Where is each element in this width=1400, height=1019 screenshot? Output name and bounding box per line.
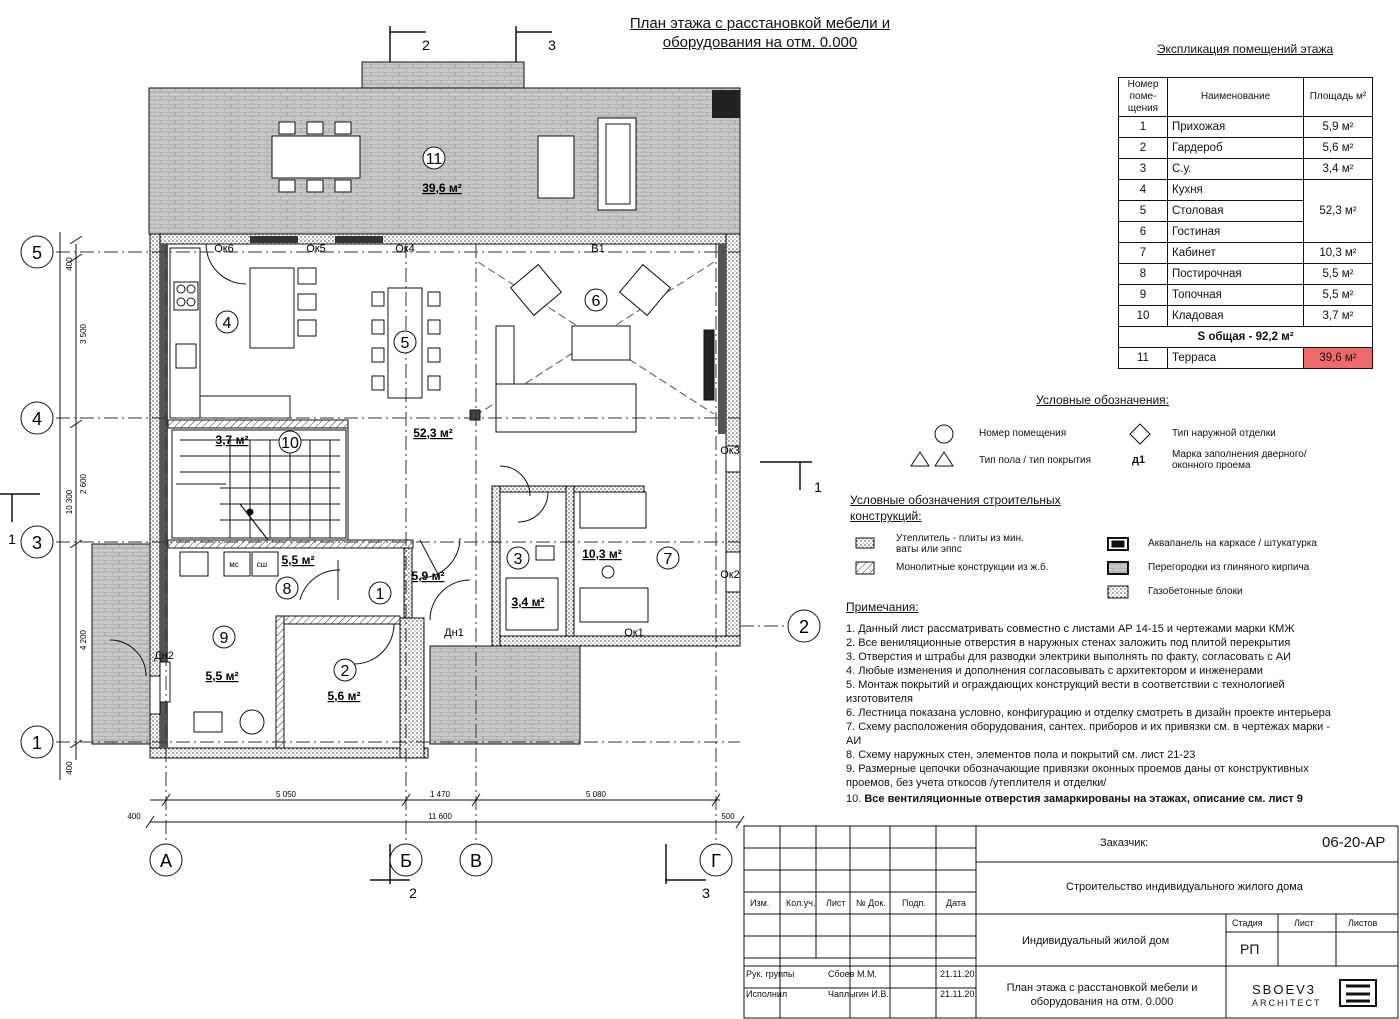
tb-column-label: № Док.: [856, 898, 886, 908]
tb-column-label: Подп.: [902, 898, 926, 908]
room-tag-label: 11: [425, 151, 443, 168]
room-area: 52,3 м²: [1304, 180, 1373, 243]
dimension-value: 400: [127, 812, 141, 821]
explication-table: [1118, 77, 1373, 369]
room-area-label: 5,6 м²: [327, 689, 361, 703]
explication-row: [1119, 285, 1373, 306]
opening-label: Ок6: [214, 243, 234, 255]
room-area-label: 3,7 м²: [215, 433, 249, 447]
room-tag-label: 8: [282, 581, 292, 598]
room-number: 5: [1119, 201, 1168, 222]
note-10-prefix: 10.: [846, 793, 865, 805]
note-item: 2. Все вениляционные отверстия в наружных стенах заложить под плитой перекрытия: [846, 637, 1291, 649]
room-name: Постирочная: [1168, 264, 1304, 285]
dimension-value: 10 300: [65, 489, 74, 515]
room-tag-label: 1: [375, 586, 385, 603]
room-tag-label: 7: [663, 551, 673, 568]
legend-title: Условные обозначения:: [1036, 393, 1169, 407]
living-furniture: [470, 262, 714, 432]
constructions-title-line1: Условные обозначения строительных: [850, 493, 1061, 507]
header-number: Номер поме-щения: [1119, 78, 1168, 117]
room-name: Прихожая: [1168, 117, 1304, 138]
tb-row-cell: Чаплыгин И.В.: [828, 989, 889, 999]
section-number: 3: [548, 37, 556, 53]
tb-project: Строительство индивидуального жилого дома: [1066, 881, 1303, 893]
note-item: изготовителя: [846, 693, 913, 705]
note-item: 1. Данный лист рассматривать совместно с листами АР 14-15 и чертежами марки КМЖ: [846, 623, 1295, 635]
room-number: 6: [1119, 222, 1168, 243]
note-item: 6. Лестница показана условно, конфигурацию и отделку смотреть в дизайн проекте интерьера: [846, 707, 1331, 719]
drawing-title: [560, 14, 960, 52]
tb-sheet-title: [982, 981, 1222, 1009]
note-item: АИ: [846, 735, 862, 747]
axis-label-row: 5: [31, 243, 43, 263]
tb-column-label: Кол.уч.: [786, 898, 816, 908]
notes-list: [846, 622, 1391, 790]
room-tag-label: 10: [281, 435, 299, 452]
staircase: [172, 430, 346, 540]
opening-label: Ок4: [395, 243, 415, 255]
section-number: 2: [409, 885, 417, 901]
dimension-value: 5 050: [275, 790, 297, 799]
explication-title: Экспликация помещений этажа: [1156, 42, 1334, 56]
axis-label-row: 4: [31, 409, 43, 429]
dimension-value: 400: [65, 761, 74, 775]
terrace: [149, 62, 740, 234]
legend-monolith: Монолитные конструкции из ж.б.: [896, 562, 1049, 573]
explication-row: [1119, 117, 1373, 138]
room-area-label: 10,3 м²: [582, 547, 622, 561]
axis-label-row: 3: [31, 533, 43, 553]
tb-object: Индивидуальный жилой дом: [1022, 935, 1170, 947]
logo-sub: ARCHITECT: [1252, 998, 1322, 1008]
legend-brick: Перегородки из глиняного кирпича: [1148, 562, 1310, 573]
area-label-hall: 5,9 м²: [411, 569, 445, 583]
room-name: С.у.: [1168, 159, 1304, 180]
room-area: 5,6 м²: [1304, 138, 1373, 159]
room-name: Кухня: [1168, 180, 1304, 201]
tb-row-cell: 21.11.20: [940, 989, 975, 999]
dimension-value: 3 500: [79, 323, 88, 345]
total-area: S общая - 92,2 м²: [1119, 327, 1373, 348]
opening-label: Дн2: [154, 650, 174, 662]
room-area: 5,5 м²: [1304, 285, 1373, 306]
explication-body: [1119, 117, 1373, 327]
terrace-area: 39,6 м²: [1304, 348, 1373, 369]
legend-insulation: Утеплитель - плиты из мин. ваты или эппс: [896, 533, 1024, 555]
room-number: 7: [1119, 243, 1168, 264]
room-tag-label: 9: [219, 630, 229, 647]
dimension-value: 11 600: [428, 812, 452, 821]
legend-gasblock: Газобетонные блоки: [1148, 586, 1243, 597]
room-name: Кладовая: [1168, 306, 1304, 327]
tb-sheet-title-line2: оборудования на отм. 0.000: [1030, 996, 1174, 1008]
room-number: 8: [1119, 264, 1168, 285]
opening-label: Ок1: [624, 627, 644, 639]
opening-label: Ок3: [720, 445, 740, 457]
tb-column-label: Лист: [826, 898, 846, 908]
explication-total-row: [1119, 327, 1373, 348]
note-item: 3. Отверстия и штрабы для разводки электрики выполнять по факту, согласовать с АИ: [846, 651, 1292, 663]
room-number: 9: [1119, 285, 1168, 306]
room-number: 4: [1119, 180, 1168, 201]
axis-label-col: Б: [400, 851, 412, 871]
legend-opening-mark: Марка заполнения дверного/оконного проема: [1172, 449, 1307, 471]
opening-label: В1: [591, 243, 605, 255]
explication-row: [1119, 180, 1373, 201]
room-tag-label: 5: [400, 335, 410, 352]
section-number: 1: [814, 479, 822, 495]
terrace-name: Терраса: [1168, 348, 1304, 369]
area-label-dining: 52,3 м²: [413, 426, 453, 440]
room-name: Столовая: [1168, 201, 1304, 222]
tb-row-cell: Сбоев М.М.: [828, 969, 877, 979]
room-area-label: 5,5 м²: [281, 553, 315, 567]
room-area-label: 5,5 м²: [205, 669, 239, 683]
section-number: 3: [702, 885, 710, 901]
room-tag-label: 3: [513, 551, 523, 568]
room-name: Гостиная: [1168, 222, 1304, 243]
axis-label-row: 1: [31, 733, 43, 753]
dimension-value: 5 080: [585, 790, 607, 799]
section-number: 2: [422, 37, 430, 53]
tb-code: 06-20-АР: [1322, 834, 1386, 851]
explication-row: [1119, 138, 1373, 159]
legend-aquapanel: Аквапанель на каркасе / штукатурка: [1148, 538, 1317, 549]
room-number: 2: [1119, 138, 1168, 159]
room-tag-label: 6: [591, 293, 601, 310]
room-area: 10,3 м²: [1304, 243, 1373, 264]
axis-label-col: В: [469, 851, 483, 871]
tb-sheets-header: Листов: [1348, 918, 1378, 928]
opening-label: Ок5: [306, 243, 326, 255]
room-number: 1: [1119, 117, 1168, 138]
section-number: 1: [8, 531, 16, 547]
room-number: 3: [1119, 159, 1168, 180]
room-area-label: 39,6 м²: [422, 181, 462, 195]
dimension-value: 2 600: [79, 473, 88, 495]
room-tag-label: 4: [222, 315, 232, 332]
dimension-value: 500: [721, 812, 735, 821]
note-item: проемов, без учета откосов /утеплителя и отделки/: [846, 777, 1107, 789]
note-10: [846, 793, 1303, 805]
axis-label-col: Г: [711, 851, 721, 871]
explication-row: [1119, 159, 1373, 180]
note-item: 8. Схему наружных стен, элементов пола и покрытий см. лист 21-23: [846, 749, 1196, 761]
room-tag-label: 2: [340, 663, 350, 680]
dimension-value: 1 470: [429, 790, 451, 799]
header-area: Площадь м²: [1304, 78, 1373, 117]
legend-room-number: Номер помещения: [979, 428, 1067, 439]
tb-row-cell: Исполнил: [746, 989, 788, 999]
tb-sheet-header: Лист: [1294, 918, 1314, 928]
room-name: Гардероб: [1168, 138, 1304, 159]
room-name: Кабинет: [1168, 243, 1304, 264]
tb-sheet-title-line1: План этажа с расстановкой мебели и: [1006, 982, 1198, 994]
explication-row: [1119, 306, 1373, 327]
explication-terrace-row: [1119, 348, 1373, 369]
tb-stage-header: Стадия: [1232, 918, 1263, 928]
room-area: 5,5 м²: [1304, 264, 1373, 285]
appliance-label: мс: [229, 560, 239, 569]
header-name: Наименование: [1168, 78, 1304, 117]
room-area: 3,7 м²: [1304, 306, 1373, 327]
opening-label: Дн1: [444, 627, 464, 639]
explication-row: [1119, 264, 1373, 285]
note-item: 5. Монтаж покрытий и ограждающих конструкций вести в соответствии с технологией: [846, 679, 1285, 691]
tb-stage: РП: [1240, 941, 1260, 957]
note-item: 4. Любые изменения и дополнения согласовывать с архитектором и инженерами: [846, 665, 1263, 677]
constructions-title: [850, 492, 1061, 524]
notes-title: Примечания:: [846, 600, 919, 614]
room-name: Топочная: [1168, 285, 1304, 306]
tb-customer: Заказчик:: [1100, 837, 1149, 849]
terrace-number: 11: [1119, 348, 1168, 369]
room-area-label: 3,4 м²: [511, 595, 545, 609]
dimension-value: 4 200: [79, 629, 88, 651]
logo-name: SBOEV3: [1252, 982, 1317, 997]
dimension-value: 400: [65, 257, 74, 271]
constructions-title-line2: конструкций:: [850, 509, 922, 523]
room-number: 10: [1119, 306, 1168, 327]
tb-row-cell: 21.11.20: [940, 969, 975, 979]
explication-header-row: [1119, 78, 1373, 117]
tb-column-label: Изм.: [750, 898, 770, 908]
axis-label-row: 2: [798, 617, 810, 637]
room-area: 3,4 м²: [1304, 159, 1373, 180]
legend-finish-type: Тип наружной отделки: [1172, 428, 1276, 439]
legend-opening-code: д1: [1132, 454, 1146, 466]
tb-row-cell: Рук. группы: [746, 969, 795, 979]
appliance-label: сш: [256, 560, 268, 569]
note-item: 7. Схему расположения оборудования, сантех. приборов и их привязки см. в чертежах марки -: [846, 721, 1330, 733]
explication-row: [1119, 243, 1373, 264]
note-item: 9. Размерные цепочки обозначающие привязки оконных проемов даны от конструктивных: [846, 763, 1309, 775]
legend-floor-type: Тип пола / тип покрытия: [979, 455, 1091, 466]
room-area: 5,9 м²: [1304, 117, 1373, 138]
drawing-title-line1: План этажа с расстановкой мебели и: [629, 15, 891, 32]
axis-label-col: А: [159, 851, 173, 871]
drawing-title-line2: оборудования на отм. 0.000: [662, 34, 858, 51]
opening-label: Ок2: [720, 569, 740, 581]
tb-column-label: Дата: [946, 898, 966, 908]
note-10-bold: Все вентиляционные отверстия замаркированы на этажах, описание см. лист 9: [864, 793, 1303, 805]
